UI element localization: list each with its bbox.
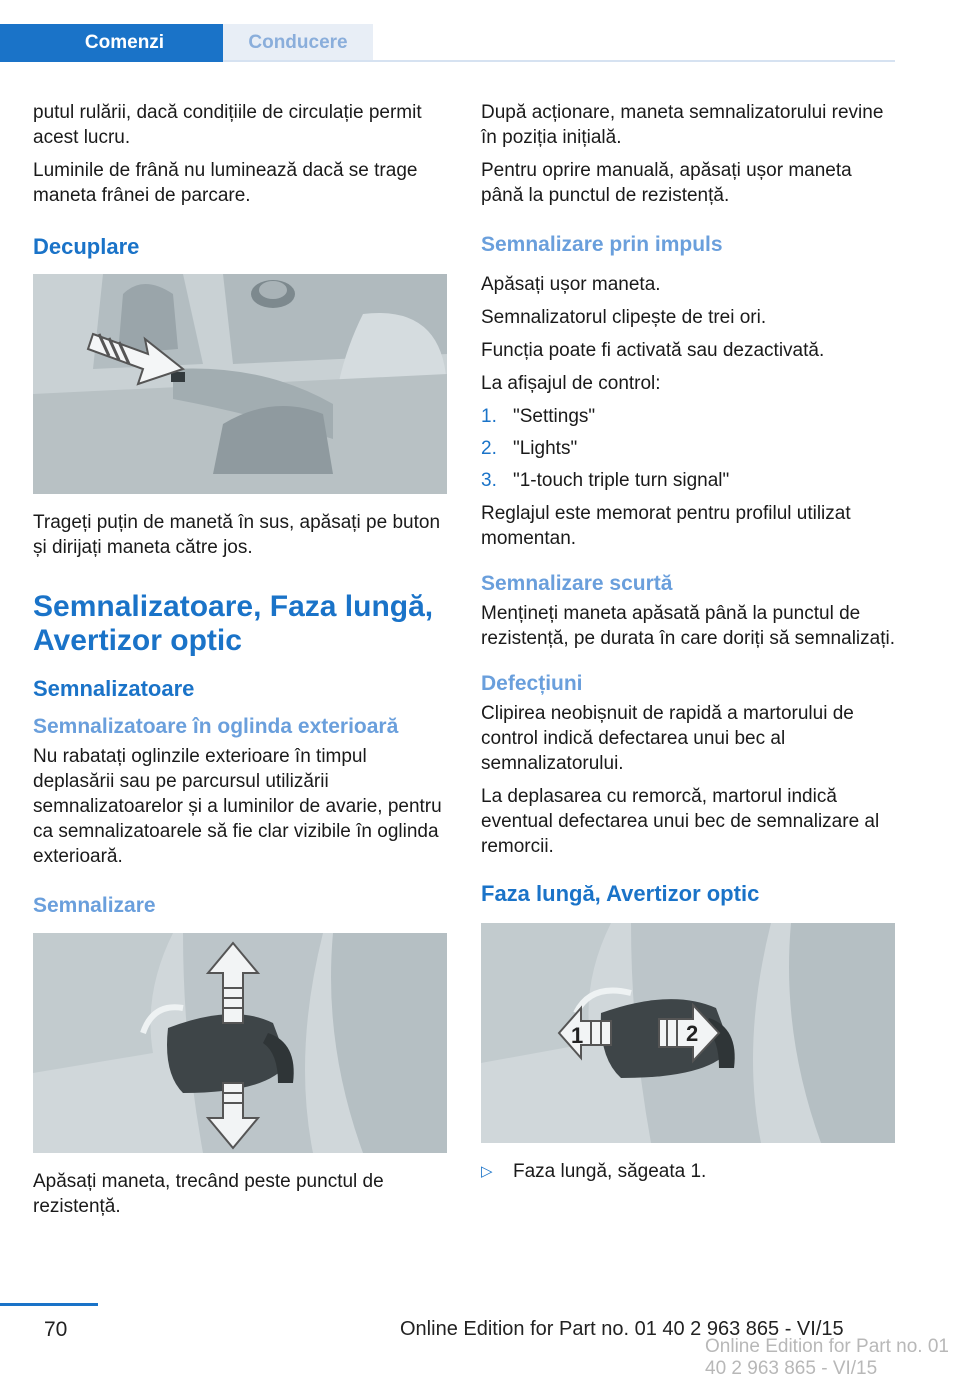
figure-parking-brake bbox=[33, 274, 447, 494]
paragraph: Semnalizatorul clipește de trei ori. bbox=[481, 307, 767, 328]
heading-faza-lunga: Faza lungă, Avertizor optic bbox=[481, 881, 760, 906]
footer-accent-line bbox=[0, 1303, 98, 1306]
paragraph: După acționare, maneta semnalizatorului revine în poziția inițială. bbox=[481, 102, 884, 148]
heading-impuls: Semnalizare prin impuls bbox=[481, 233, 723, 256]
heading-semnalizare: Semnalizare bbox=[33, 894, 156, 917]
list-item bbox=[481, 468, 895, 493]
list-number: 1. bbox=[481, 406, 497, 427]
list-text: "1-touch triple turn signal" bbox=[513, 470, 730, 491]
label-1: 1 bbox=[571, 1023, 584, 1048]
paragraph: Funcția poate fi activată sau dezactivată. bbox=[481, 340, 825, 361]
bullet-list bbox=[481, 1159, 895, 1184]
paragraph: La deplasarea cu remorcă, martorul indică eventual defectarea unui bec de semnalizare al remorcii. bbox=[481, 786, 880, 857]
heading-semnalizatoare: Semnalizatoare bbox=[33, 676, 195, 701]
tab-comenzi[interactable]: Comenzi bbox=[0, 24, 223, 62]
list-item bbox=[481, 436, 895, 461]
paragraph: putul rulării, dacă condițiile de circulație permit acest lucru. bbox=[33, 102, 422, 148]
paragraph: Luminile de frână nu luminează dacă se trage maneta frânei de parcare. bbox=[33, 160, 418, 206]
paragraph: Clipirea neobișnuit de rapidă a martorului de control indică defectarea unui bec al semnalizatorului. bbox=[481, 703, 854, 774]
label-2: 2 bbox=[686, 1021, 699, 1046]
heading-oglinda: Semnalizatoare în oglinda exterioară bbox=[33, 715, 399, 738]
paragraph: Apăsați maneta, trecând peste punctul de rezistență. bbox=[33, 1171, 384, 1217]
paragraph: Nu rabatați oglinzile exterioare în timpul deplasării sau pe parcursul utilizării semnalizatoarelor și a luminilor de avarie, pentru ca semnalizatoarele să fie clar vizibile în oglinda exterioară. bbox=[33, 746, 442, 867]
heading-defectiuni: Defecțiuni bbox=[481, 672, 583, 695]
list-item bbox=[481, 1159, 895, 1184]
header-tabs bbox=[0, 24, 895, 62]
right-column bbox=[481, 100, 895, 1192]
heading-semnalizatoare-main: Semnalizatoare, Faza lungă, Avertizor optic bbox=[33, 590, 434, 657]
list-number: 2. bbox=[481, 438, 497, 459]
paragraph: Reglajul este memorat pentru profilul utilizat momentan. bbox=[481, 503, 851, 549]
figure-high-beam bbox=[481, 923, 895, 1143]
parking-brake-illustration bbox=[33, 274, 447, 494]
paragraph: Mențineți maneta apăsată până la punctul de rezistență, pe durata în care doriți să semnalizați. bbox=[481, 603, 895, 649]
turn-signal-illustration bbox=[33, 933, 447, 1153]
heading-decuplare: Decuplare bbox=[33, 234, 140, 259]
list-text: "Settings" bbox=[513, 406, 596, 427]
page-number: 70 bbox=[44, 1318, 68, 1341]
list-item bbox=[481, 404, 895, 429]
list-text: Faza lungă, săgeata 1. bbox=[513, 1161, 707, 1182]
left-column bbox=[33, 100, 451, 1227]
list-text: "Lights" bbox=[513, 438, 578, 459]
settings-list bbox=[481, 404, 895, 493]
footer-edition: Online Edition for Part no. 01 40 2 963 865 - VI/15 bbox=[400, 1318, 844, 1340]
bullet-triangle-icon: ▷ bbox=[481, 1163, 493, 1180]
paragraph: La afișajul de control: bbox=[481, 373, 661, 394]
paragraph: Trageți puțin de manetă în sus, apăsați pe buton și dirijați maneta către jos. bbox=[33, 512, 441, 558]
paragraph: Apăsați ușor maneta. bbox=[481, 274, 661, 295]
list-number: 3. bbox=[481, 470, 497, 491]
header-divider bbox=[223, 60, 895, 62]
heading-scurta: Semnalizare scurtă bbox=[481, 572, 673, 595]
high-beam-illustration bbox=[481, 923, 895, 1143]
watermark: Online Edition for Part no. 01 40 2 963 865 - VI/15 bbox=[705, 1336, 949, 1379]
paragraph: Pentru oprire manuală, apăsați ușor maneta până la punctul de rezistență. bbox=[481, 160, 852, 206]
tab-conducere[interactable]: Conducere bbox=[223, 24, 373, 62]
figure-turn-signal bbox=[33, 933, 447, 1153]
